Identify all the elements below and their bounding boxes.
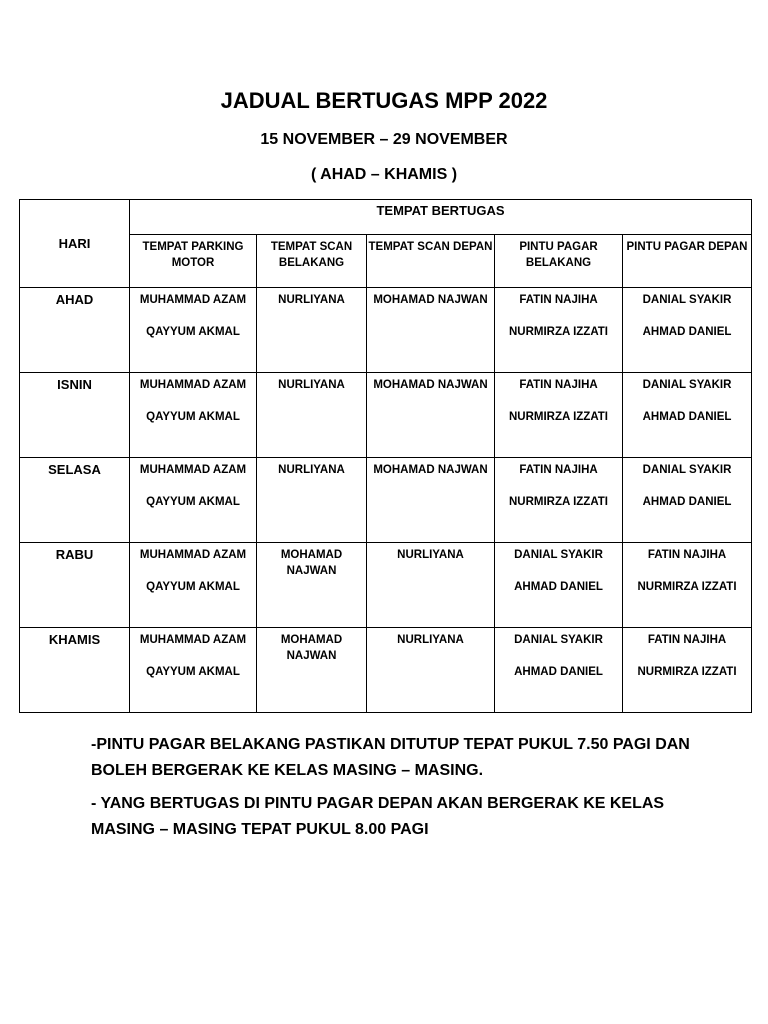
duty-name: AHMAD DANIEL xyxy=(514,666,603,678)
duty-table-body xyxy=(20,288,752,713)
table-row xyxy=(20,373,752,458)
day-range: ( AHAD – KHAMIS ) xyxy=(310,166,458,183)
column-header: TEMPAT SCAN BELAKANG xyxy=(257,235,367,288)
note-back-gate: -PINTU PAGAR BELAKANG PASTIKAN DITUTUP TEPAT PUKUL 7.50 PAGI DAN BOLEH BERGERAK KE KELAS MASING – MASING. xyxy=(91,736,690,779)
name-spacer xyxy=(495,648,622,664)
duty-name: NURMIRZA IZZATI xyxy=(508,411,608,423)
duty-cell xyxy=(495,373,623,458)
duty-name: QAYYUM AKMAL xyxy=(146,581,240,593)
duty-name: QAYYUM AKMAL xyxy=(146,666,240,678)
duty-cell xyxy=(257,373,367,458)
duty-cell xyxy=(495,288,623,373)
duty-cell xyxy=(623,373,752,458)
duty-cell xyxy=(130,373,257,458)
table-row xyxy=(20,628,752,713)
duty-name: DANIAL SYAKIR xyxy=(642,379,732,391)
duty-cell xyxy=(367,373,495,458)
duty-cell xyxy=(130,288,257,373)
duty-name: MOHAMAD NAJWAN xyxy=(280,549,343,577)
duty-name: MUHAMMAD AZAM xyxy=(139,379,247,391)
duty-cell xyxy=(367,628,495,713)
date-range: 15 NOVEMBER – 29 NOVEMBER xyxy=(260,131,508,148)
tempat-bertugas-header: TEMPAT BERTUGAS xyxy=(130,200,752,235)
duty-cell xyxy=(623,288,752,373)
name-spacer xyxy=(623,648,751,664)
duty-cell xyxy=(367,458,495,543)
duty-name: NURLIYANA xyxy=(278,379,345,391)
hari-header: HARI xyxy=(20,200,130,288)
duty-cell xyxy=(495,543,623,628)
duty-cell xyxy=(130,543,257,628)
name-spacer xyxy=(623,563,751,579)
duty-name: NURLIYANA xyxy=(397,549,464,561)
day-cell: KHAMIS xyxy=(20,628,130,713)
duty-name: NURMIRZA IZZATI xyxy=(637,666,737,678)
name-spacer xyxy=(623,393,751,409)
duty-cell xyxy=(367,543,495,628)
day-cell: AHAD xyxy=(20,288,130,373)
duty-name: AHMAD DANIEL xyxy=(642,326,732,338)
duty-cell xyxy=(257,458,367,543)
duty-cell xyxy=(130,628,257,713)
duty-name: NURMIRZA IZZATI xyxy=(508,326,608,338)
duty-name: FATIN NAJIHA xyxy=(519,294,598,306)
duty-name: QAYYUM AKMAL xyxy=(146,411,240,423)
name-spacer xyxy=(130,648,256,664)
duty-name: FATIN NAJIHA xyxy=(647,634,727,646)
duty-name: MOHAMAD NAJWAN xyxy=(280,634,343,662)
duty-cell xyxy=(495,458,623,543)
column-header: PINTU PAGAR DEPAN xyxy=(623,235,752,288)
column-header: TEMPAT PARKING MOTOR xyxy=(130,235,257,288)
duty-name: AHMAD DANIEL xyxy=(642,411,732,423)
duty-name: NURLIYANA xyxy=(278,464,345,476)
duty-cell xyxy=(257,543,367,628)
duty-name: MOHAMAD NAJWAN xyxy=(373,379,488,391)
duty-name: NURMIRZA IZZATI xyxy=(508,496,608,508)
duty-name: MUHAMMAD AZAM xyxy=(139,294,247,306)
duty-cell xyxy=(367,288,495,373)
duty-name: DANIAL SYAKIR xyxy=(642,294,732,306)
column-header: PINTU PAGAR BELAKANG xyxy=(495,235,623,288)
duty-name: MUHAMMAD AZAM xyxy=(139,549,247,561)
table-row xyxy=(20,288,752,373)
page-title: JADUAL BERTUGAS MPP 2022 xyxy=(220,88,548,113)
duty-cell xyxy=(257,288,367,373)
name-spacer xyxy=(130,308,256,324)
duty-name: NURMIRZA IZZATI xyxy=(637,581,737,593)
duty-name: NURLIYANA xyxy=(397,634,464,646)
column-header: TEMPAT SCAN DEPAN xyxy=(367,235,495,288)
duty-name: MOHAMAD NAJWAN xyxy=(373,464,488,476)
duty-name: AHMAD DANIEL xyxy=(642,496,732,508)
duty-name: DANIAL SYAKIR xyxy=(514,634,603,646)
duty-name: MUHAMMAD AZAM xyxy=(139,634,247,646)
table-row xyxy=(20,458,752,543)
duty-cell xyxy=(130,458,257,543)
name-spacer xyxy=(495,563,622,579)
table-row xyxy=(20,543,752,628)
name-spacer xyxy=(495,478,622,494)
name-spacer xyxy=(495,308,622,324)
name-spacer xyxy=(495,393,622,409)
name-spacer xyxy=(623,478,751,494)
duty-name: DANIAL SYAKIR xyxy=(514,549,603,561)
duty-name: DANIAL SYAKIR xyxy=(642,464,732,476)
duty-name: MUHAMMAD AZAM xyxy=(139,464,247,476)
duty-cell xyxy=(623,543,752,628)
name-spacer xyxy=(130,393,256,409)
duty-name: NURLIYANA xyxy=(278,294,345,306)
duty-name: AHMAD DANIEL xyxy=(514,581,603,593)
duty-name: QAYYUM AKMAL xyxy=(146,496,240,508)
duty-cell xyxy=(495,628,623,713)
duty-name: FATIN NAJIHA xyxy=(519,464,598,476)
day-cell: ISNIN xyxy=(20,373,130,458)
day-cell: RABU xyxy=(20,543,130,628)
duty-table xyxy=(19,199,752,713)
duty-name: MOHAMAD NAJWAN xyxy=(373,294,488,306)
duty-name: FATIN NAJIHA xyxy=(519,379,598,391)
note-front-gate: - YANG BERTUGAS DI PINTU PAGAR DEPAN AKAN BERGERAK KE KELAS MASING – MASING TEPAT PUKUL 8.00 PAGI xyxy=(91,795,665,838)
duty-cell xyxy=(257,628,367,713)
name-spacer xyxy=(130,563,256,579)
duty-cell xyxy=(623,458,752,543)
name-spacer xyxy=(623,308,751,324)
duty-name: QAYYUM AKMAL xyxy=(146,326,240,338)
name-spacer xyxy=(130,478,256,494)
day-cell: SELASA xyxy=(20,458,130,543)
duty-cell xyxy=(623,628,752,713)
duty-name: FATIN NAJIHA xyxy=(647,549,727,561)
